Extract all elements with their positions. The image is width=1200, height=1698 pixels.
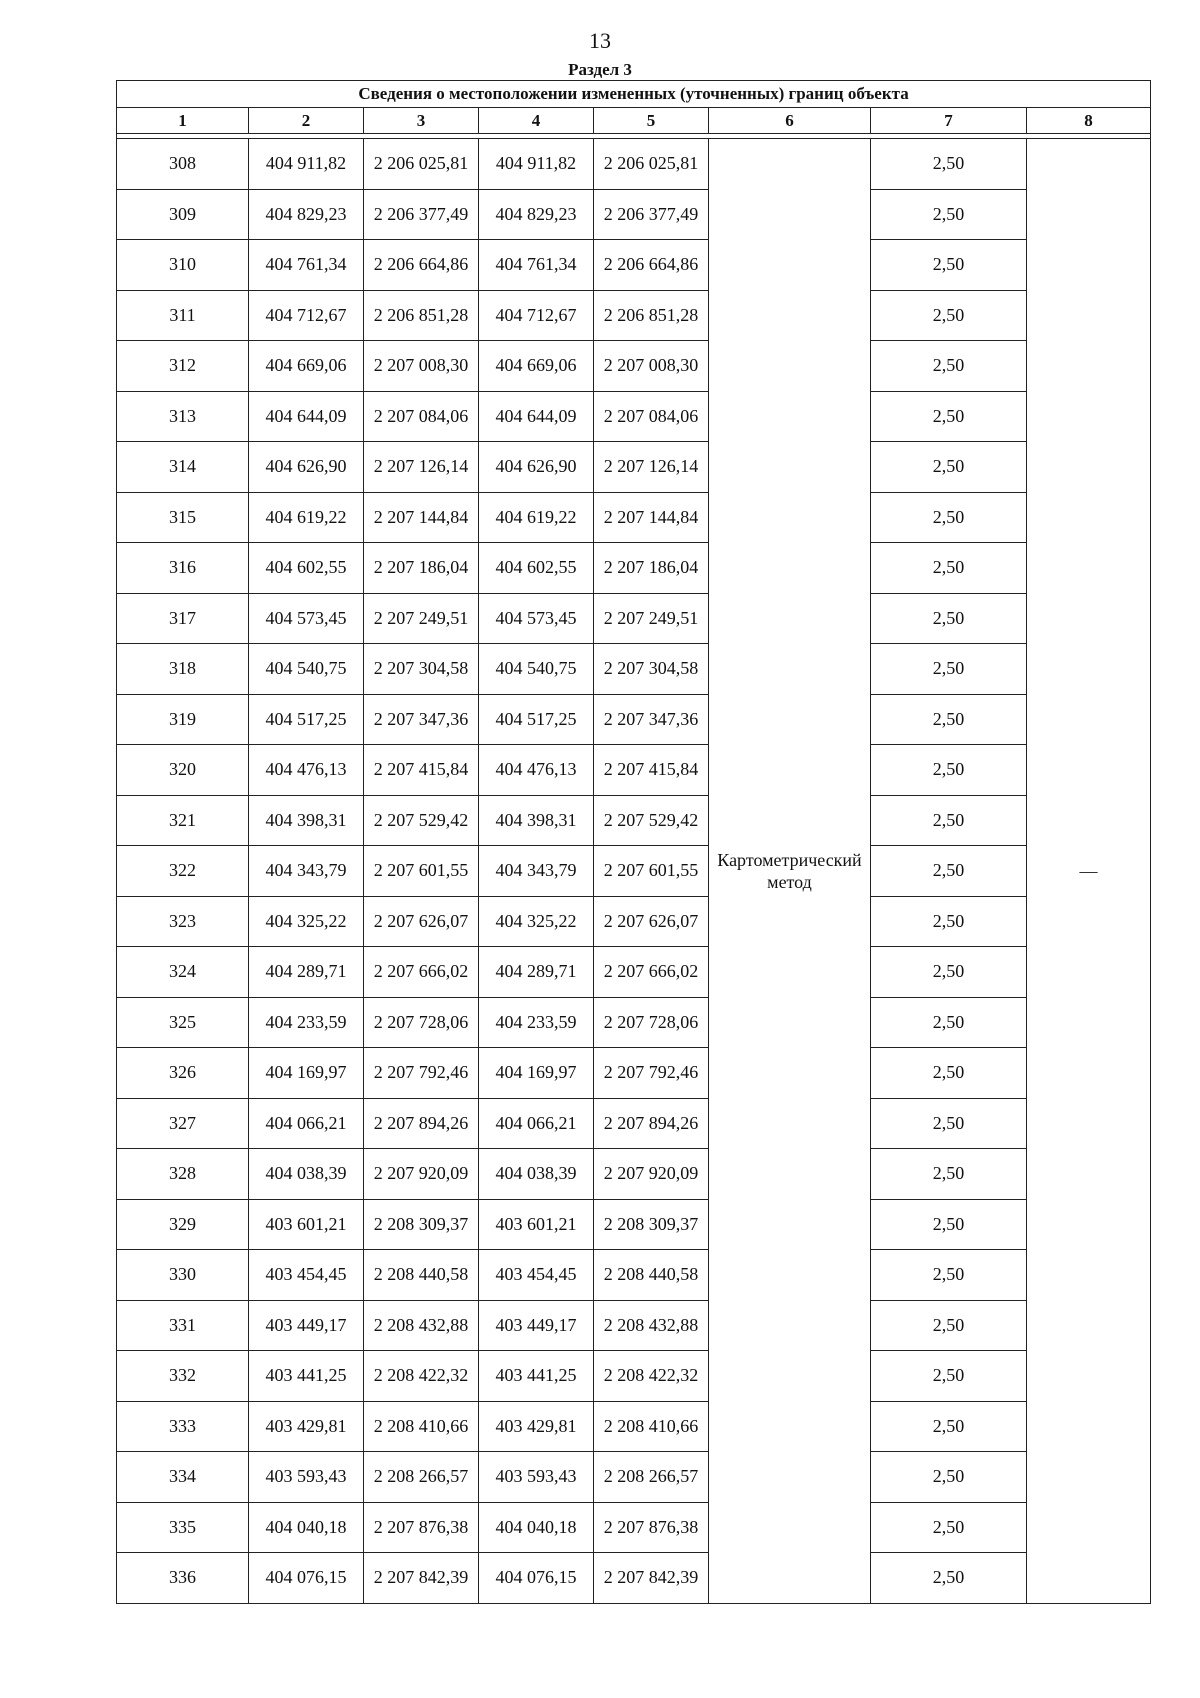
cell-c7: 2,50 <box>871 593 1027 644</box>
cell-n: 311 <box>117 290 249 341</box>
cell-c7: 2,50 <box>871 341 1027 392</box>
cell-c7: 2,50 <box>871 745 1027 796</box>
table-row <box>117 240 1151 291</box>
boundary-coordinates-table <box>116 80 1151 1604</box>
cell-c3: 2 207 347,36 <box>364 694 479 745</box>
table-row <box>117 846 1151 897</box>
cell-c7: 2,50 <box>871 997 1027 1048</box>
cell-c5: 2 208 309,37 <box>594 1199 709 1250</box>
table-row <box>117 442 1151 493</box>
cell-c4: 403 454,45 <box>479 1250 594 1301</box>
cell-c7: 2,50 <box>871 442 1027 493</box>
cell-c5: 2 207 876,38 <box>594 1502 709 1553</box>
cell-n: 309 <box>117 189 249 240</box>
cell-c3: 2 207 144,84 <box>364 492 479 543</box>
table-row <box>117 1250 1151 1301</box>
cell-c5: 2 207 415,84 <box>594 745 709 796</box>
table-row <box>117 189 1151 240</box>
cell-c3: 2 207 186,04 <box>364 543 479 594</box>
table-row <box>117 745 1151 796</box>
cell-c4: 404 573,45 <box>479 593 594 644</box>
cell-c3: 2 207 728,06 <box>364 997 479 1048</box>
page-number: 13 <box>589 28 611 53</box>
cell-c7: 2,50 <box>871 240 1027 291</box>
cell-c5: 2 207 601,55 <box>594 846 709 897</box>
table-row <box>117 795 1151 846</box>
cell-c4: 403 441,25 <box>479 1351 594 1402</box>
cell-c4: 404 644,09 <box>479 391 594 442</box>
cell-c7: 2,50 <box>871 1553 1027 1604</box>
table-row <box>117 997 1151 1048</box>
cell-c3: 2 206 851,28 <box>364 290 479 341</box>
column-number: 6 <box>709 108 871 134</box>
column-number: 3 <box>364 108 479 134</box>
cell-n: 334 <box>117 1452 249 1503</box>
cell-c2: 404 038,39 <box>249 1149 364 1200</box>
cell-c5: 2 207 186,04 <box>594 543 709 594</box>
cell-c2: 404 076,15 <box>249 1553 364 1604</box>
cell-c5: 2 207 728,06 <box>594 997 709 1048</box>
table-row <box>117 391 1151 442</box>
cell-c3: 2 208 432,88 <box>364 1300 479 1351</box>
cell-c2: 403 601,21 <box>249 1199 364 1250</box>
cell-n: 310 <box>117 240 249 291</box>
cell-c3: 2 207 920,09 <box>364 1149 479 1200</box>
cell-c4: 404 038,39 <box>479 1149 594 1200</box>
cell-c7: 2,50 <box>871 139 1027 190</box>
cell-c4: 404 066,21 <box>479 1098 594 1149</box>
cell-c2: 404 829,23 <box>249 189 364 240</box>
cell-c5: 2 208 440,58 <box>594 1250 709 1301</box>
cell-c5: 2 207 666,02 <box>594 947 709 998</box>
cell-c5: 2 208 432,88 <box>594 1300 709 1351</box>
column-number: 8 <box>1027 108 1151 134</box>
cell-n: 314 <box>117 442 249 493</box>
cell-c3: 2 207 415,84 <box>364 745 479 796</box>
cell-c7: 2,50 <box>871 1149 1027 1200</box>
cell-c4: 404 761,34 <box>479 240 594 291</box>
cell-c4: 404 619,22 <box>479 492 594 543</box>
cell-c3: 2 208 422,32 <box>364 1351 479 1402</box>
table-row <box>117 290 1151 341</box>
cell-c4: 404 289,71 <box>479 947 594 998</box>
cell-c3: 2 207 084,06 <box>364 391 479 442</box>
cell-c4: 404 517,25 <box>479 694 594 745</box>
cell-c3: 2 207 792,46 <box>364 1048 479 1099</box>
cell-c3: 2 207 126,14 <box>364 442 479 493</box>
cell-c4: 404 040,18 <box>479 1502 594 1553</box>
cell-c4: 404 233,59 <box>479 997 594 1048</box>
cell-c5: 2 207 304,58 <box>594 644 709 695</box>
cell-n: 312 <box>117 341 249 392</box>
table-row <box>117 1098 1151 1149</box>
cell-c2: 404 619,22 <box>249 492 364 543</box>
cell-c4: 404 911,82 <box>479 139 594 190</box>
table-row <box>117 1199 1151 1250</box>
cell-c5: 2 206 377,49 <box>594 189 709 240</box>
cell-c4: 404 476,13 <box>479 745 594 796</box>
cell-n: 326 <box>117 1048 249 1099</box>
cell-c2: 404 911,82 <box>249 139 364 190</box>
cell-c3: 2 208 266,57 <box>364 1452 479 1503</box>
cell-n: 332 <box>117 1351 249 1402</box>
cell-n: 335 <box>117 1502 249 1553</box>
cell-c7: 2,50 <box>871 1048 1027 1099</box>
table-row <box>117 1149 1151 1200</box>
cell-n: 323 <box>117 896 249 947</box>
cell-n: 324 <box>117 947 249 998</box>
cell-c2: 404 517,25 <box>249 694 364 745</box>
cell-c4: 404 712,67 <box>479 290 594 341</box>
cell-c5: 2 208 422,32 <box>594 1351 709 1402</box>
cell-c3: 2 207 626,07 <box>364 896 479 947</box>
cell-n: 329 <box>117 1199 249 1250</box>
cell-c3: 2 208 440,58 <box>364 1250 479 1301</box>
method-cell: Картометрический метод <box>709 139 871 1604</box>
table-row <box>117 492 1151 543</box>
cell-n: 336 <box>117 1553 249 1604</box>
cell-n: 319 <box>117 694 249 745</box>
cell-c2: 404 398,31 <box>249 795 364 846</box>
cell-c3: 2 207 601,55 <box>364 846 479 897</box>
cell-c7: 2,50 <box>871 543 1027 594</box>
cell-c3: 2 206 664,86 <box>364 240 479 291</box>
cell-c5: 2 207 792,46 <box>594 1048 709 1099</box>
cell-c2: 404 573,45 <box>249 593 364 644</box>
cell-c5: 2 208 410,66 <box>594 1401 709 1452</box>
cell-c2: 404 169,97 <box>249 1048 364 1099</box>
cell-c5: 2 207 249,51 <box>594 593 709 644</box>
table-row <box>117 694 1151 745</box>
cell-n: 325 <box>117 997 249 1048</box>
cell-c4: 404 540,75 <box>479 644 594 695</box>
cell-c7: 2,50 <box>871 189 1027 240</box>
cell-c5: 2 207 008,30 <box>594 341 709 392</box>
cell-c2: 404 343,79 <box>249 846 364 897</box>
cell-n: 308 <box>117 139 249 190</box>
table-row <box>117 947 1151 998</box>
cell-c7: 2,50 <box>871 1401 1027 1452</box>
cell-c2: 404 289,71 <box>249 947 364 998</box>
cell-c4: 403 429,81 <box>479 1401 594 1452</box>
cell-c2: 404 669,06 <box>249 341 364 392</box>
cell-n: 313 <box>117 391 249 442</box>
cell-c2: 404 602,55 <box>249 543 364 594</box>
table-row <box>117 543 1151 594</box>
table-row <box>117 644 1151 695</box>
cell-n: 322 <box>117 846 249 897</box>
cell-c4: 404 076,15 <box>479 1553 594 1604</box>
cell-c4: 404 325,22 <box>479 896 594 947</box>
cell-n: 330 <box>117 1250 249 1301</box>
cell-c5: 2 207 920,09 <box>594 1149 709 1200</box>
cell-c2: 403 454,45 <box>249 1250 364 1301</box>
column-number: 4 <box>479 108 594 134</box>
column-number: 2 <box>249 108 364 134</box>
table-row <box>117 341 1151 392</box>
cell-c3: 2 206 377,49 <box>364 189 479 240</box>
cell-c2: 403 449,17 <box>249 1300 364 1351</box>
cell-n: 327 <box>117 1098 249 1149</box>
table-row <box>117 1452 1151 1503</box>
cell-c7: 2,50 <box>871 492 1027 543</box>
cell-c5: 2 206 664,86 <box>594 240 709 291</box>
cell-n: 321 <box>117 795 249 846</box>
cell-c3: 2 207 529,42 <box>364 795 479 846</box>
cell-c7: 2,50 <box>871 1351 1027 1402</box>
table-row <box>117 1048 1151 1099</box>
column-number: 7 <box>871 108 1027 134</box>
cell-c3: 2 207 666,02 <box>364 947 479 998</box>
cell-n: 318 <box>117 644 249 695</box>
cell-c5: 2 207 842,39 <box>594 1553 709 1604</box>
cell-c4: 404 669,06 <box>479 341 594 392</box>
cell-c2: 403 429,81 <box>249 1401 364 1452</box>
cell-c2: 403 441,25 <box>249 1351 364 1402</box>
cell-c4: 404 626,90 <box>479 442 594 493</box>
cell-c4: 403 449,17 <box>479 1300 594 1351</box>
cell-c2: 404 644,09 <box>249 391 364 442</box>
cell-c4: 404 398,31 <box>479 795 594 846</box>
cell-c5: 2 207 126,14 <box>594 442 709 493</box>
cell-c7: 2,50 <box>871 1199 1027 1250</box>
table-row <box>117 593 1151 644</box>
cell-c2: 404 066,21 <box>249 1098 364 1149</box>
column-number-row <box>117 108 1151 134</box>
cell-c7: 2,50 <box>871 896 1027 947</box>
cell-c2: 404 626,90 <box>249 442 364 493</box>
cell-c5: 2 208 266,57 <box>594 1452 709 1503</box>
cell-c7: 2,50 <box>871 795 1027 846</box>
cell-c5: 2 207 626,07 <box>594 896 709 947</box>
cell-c3: 2 207 249,51 <box>364 593 479 644</box>
cell-n: 328 <box>117 1149 249 1200</box>
cell-c7: 2,50 <box>871 1452 1027 1503</box>
cell-c3: 2 207 876,38 <box>364 1502 479 1553</box>
cell-c5: 2 207 894,26 <box>594 1098 709 1149</box>
cell-c3: 2 207 304,58 <box>364 644 479 695</box>
cell-c7: 2,50 <box>871 1250 1027 1301</box>
cell-n: 315 <box>117 492 249 543</box>
cell-c3: 2 206 025,81 <box>364 139 479 190</box>
section-title: Раздел 3 <box>568 60 632 79</box>
cell-c4: 404 343,79 <box>479 846 594 897</box>
cell-c4: 403 601,21 <box>479 1199 594 1250</box>
cell-c3: 2 207 008,30 <box>364 341 479 392</box>
cell-c7: 2,50 <box>871 290 1027 341</box>
cell-c5: 2 207 529,42 <box>594 795 709 846</box>
cell-n: 317 <box>117 593 249 644</box>
table-row <box>117 1502 1151 1553</box>
cell-c7: 2,50 <box>871 644 1027 695</box>
column-number: 5 <box>594 108 709 134</box>
cell-c4: 404 169,97 <box>479 1048 594 1099</box>
cell-c3: 2 207 894,26 <box>364 1098 479 1149</box>
cell-c5: 2 206 851,28 <box>594 290 709 341</box>
cell-n: 316 <box>117 543 249 594</box>
table-body <box>117 139 1151 1604</box>
cell-c2: 404 712,67 <box>249 290 364 341</box>
table-row <box>117 1553 1151 1604</box>
table-row <box>117 1401 1151 1452</box>
cell-c3: 2 208 309,37 <box>364 1199 479 1250</box>
cell-c5: 2 206 025,81 <box>594 139 709 190</box>
cell-c5: 2 207 144,84 <box>594 492 709 543</box>
cell-c2: 404 233,59 <box>249 997 364 1048</box>
cell-c7: 2,50 <box>871 1300 1027 1351</box>
cell-c2: 404 040,18 <box>249 1502 364 1553</box>
cell-c7: 2,50 <box>871 1098 1027 1149</box>
cell-c2: 404 540,75 <box>249 644 364 695</box>
cell-c7: 2,50 <box>871 391 1027 442</box>
cell-n: 333 <box>117 1401 249 1452</box>
table-row <box>117 896 1151 947</box>
cell-c2: 404 761,34 <box>249 240 364 291</box>
cell-c7: 2,50 <box>871 694 1027 745</box>
cell-c2: 404 476,13 <box>249 745 364 796</box>
cell-c7: 2,50 <box>871 846 1027 897</box>
cell-c5: 2 207 084,06 <box>594 391 709 442</box>
col8-cell: — <box>1027 139 1151 1604</box>
cell-c2: 403 593,43 <box>249 1452 364 1503</box>
cell-c4: 404 602,55 <box>479 543 594 594</box>
table-row <box>117 139 1151 190</box>
table-row <box>117 1351 1151 1402</box>
cell-c5: 2 207 347,36 <box>594 694 709 745</box>
table-caption: Сведения о местоположении измененных (уточненных) границ объекта <box>117 81 1151 108</box>
table-row <box>117 1300 1151 1351</box>
cell-c4: 403 593,43 <box>479 1452 594 1503</box>
cell-c3: 2 207 842,39 <box>364 1553 479 1604</box>
cell-c4: 404 829,23 <box>479 189 594 240</box>
column-number: 1 <box>117 108 249 134</box>
cell-c2: 404 325,22 <box>249 896 364 947</box>
cell-n: 331 <box>117 1300 249 1351</box>
cell-n: 320 <box>117 745 249 796</box>
cell-c7: 2,50 <box>871 947 1027 998</box>
cell-c7: 2,50 <box>871 1502 1027 1553</box>
cell-c3: 2 208 410,66 <box>364 1401 479 1452</box>
